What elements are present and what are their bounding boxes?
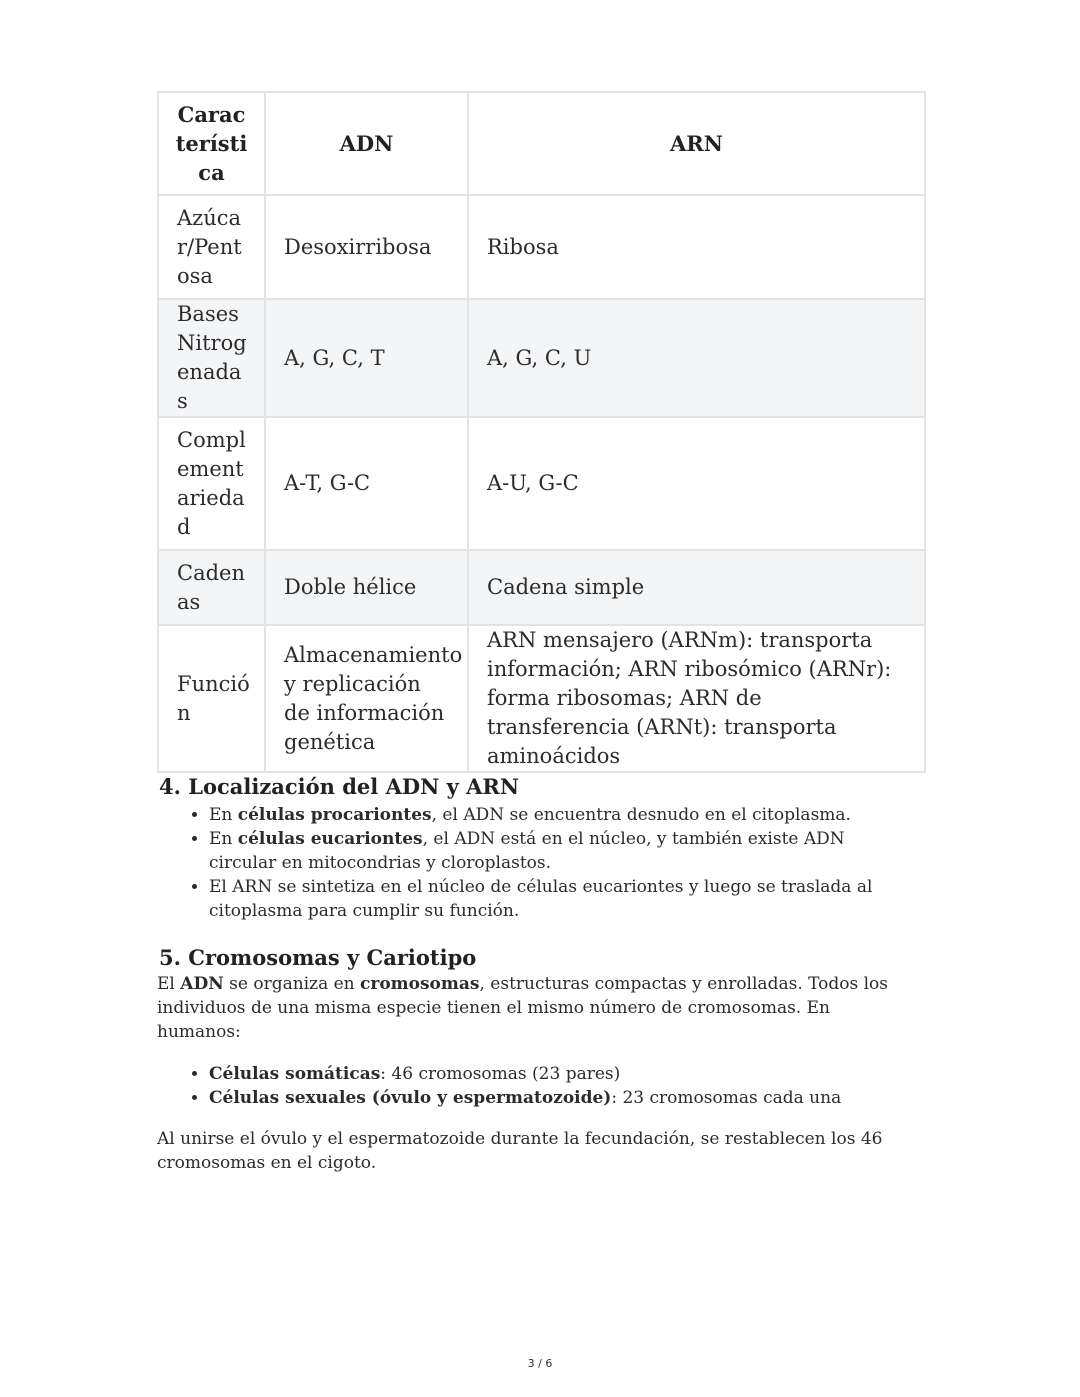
row-arn: A, G, C, U	[468, 299, 925, 417]
row-adn: Almacenamiento y replicación de información genética	[265, 625, 468, 772]
item-text: En	[209, 829, 238, 849]
row-adn: A-T, G-C	[265, 417, 468, 550]
section-cromosomas	[157, 944, 917, 1175]
intro-text: El	[157, 974, 181, 994]
table-row	[158, 195, 925, 299]
comparison-table	[157, 91, 926, 773]
cromosomas-list	[157, 1062, 917, 1110]
intro-text: se organiza en	[223, 974, 361, 994]
row-feature: Bases Nitrogenadas	[158, 299, 265, 417]
table-header-row	[158, 92, 925, 195]
section-5-title: 5. Cromosomas y Cariotipo	[159, 945, 477, 970]
list-item	[209, 1062, 917, 1086]
item-bold-text: Células sexuales (óvulo y espermatozoide)	[209, 1088, 612, 1108]
item-bold-text: células eucariontes	[237, 829, 423, 849]
item-text: , el ADN está en el núcleo, y también existe ADN circular en mitocondrias y cloroplastos.	[209, 829, 845, 873]
item-text: : 23 cromosomas cada una	[611, 1088, 842, 1108]
item-bold-text: células procariontes	[237, 805, 432, 825]
row-arn: Cadena simple	[468, 550, 925, 625]
closing-paragraph: Al unirse el óvulo y el espermatozoide durante la fecundación, se restablecen los 46 cromosomas en el cigoto.	[157, 1129, 883, 1173]
header-adn: ADN	[265, 92, 468, 195]
item-text: , el ADN se encuentra desnudo en el citoplasma.	[431, 805, 851, 825]
header-feature: Característica	[158, 92, 265, 195]
page-number: 3 / 6	[527, 1357, 553, 1370]
header-arn: ARN	[468, 92, 925, 195]
row-adn: A, G, C, T	[265, 299, 468, 417]
table-row	[158, 417, 925, 550]
table-row	[158, 625, 925, 772]
row-arn: ARN mensajero (ARNm): transporta información; ARN ribosómico (ARNr): forma ribosomas; ARN de transferencia (ARNt): transporta aminoácidos	[468, 625, 925, 772]
row-arn: A-U, G-C	[468, 417, 925, 550]
section-localizacion	[157, 773, 917, 923]
table-row	[158, 299, 925, 417]
section-4-title: 4. Localización del ADN y ARN	[159, 774, 520, 799]
list-item	[209, 1086, 917, 1110]
intro-bold-text: cromosomas	[360, 974, 480, 994]
row-feature: Azúcar/Pentosa	[158, 195, 265, 299]
intro-text: , estructuras compactas y enrolladas. Todos los individuos de una misma especie tienen el mismo número de cromosomas. En humanos:	[157, 974, 889, 1042]
list-item	[209, 803, 917, 827]
row-adn: Desoxirribosa	[265, 195, 468, 299]
row-feature: Función	[158, 625, 265, 772]
intro-paragraph	[157, 972, 917, 1044]
localizacion-list	[157, 803, 917, 923]
row-feature: Complementariedad	[158, 417, 265, 550]
row-arn: Ribosa	[468, 195, 925, 299]
item-text: : 46 cromosomas (23 pares)	[380, 1064, 621, 1084]
list-item	[209, 827, 917, 875]
intro-bold-text: ADN	[180, 974, 224, 994]
row-feature: Cadenas	[158, 550, 265, 625]
list-item	[209, 875, 917, 923]
item-text: En	[209, 805, 238, 825]
item-bold-text: Células somáticas	[209, 1064, 381, 1084]
table-row	[158, 550, 925, 625]
row-adn: Doble hélice	[265, 550, 468, 625]
item-text: El ARN se sintetiza en el núcleo de células eucariontes y luego se traslada al citoplasma para cumplir su función.	[209, 877, 873, 921]
